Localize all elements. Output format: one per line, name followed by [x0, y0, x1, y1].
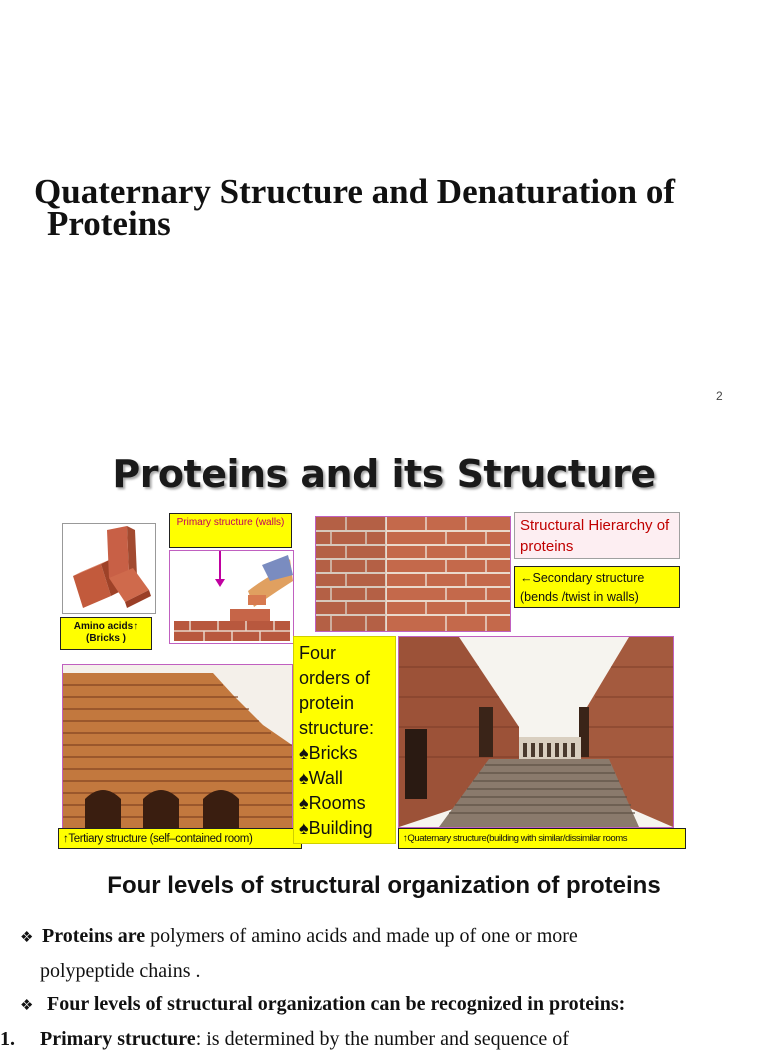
list-item-1-text: : is determined by the number and sequence of — [195, 1028, 569, 1050]
bullet-1 — [20, 920, 750, 955]
title-line-1: Quaternary Structure and Denaturation of — [34, 172, 675, 211]
primary-structure-label: Primary structure (walls) — [169, 513, 292, 548]
diamond-bullet-icon: ❖ — [20, 930, 34, 946]
list-item-1-bold: Primary structure — [40, 1028, 196, 1050]
figure-title: Proteins and its Structure — [112, 452, 656, 496]
tertiary-structure-label: ↑Tertiary structure (self–contained room) — [58, 828, 302, 849]
bricklayer-image — [169, 550, 294, 644]
brick-wall-image — [315, 516, 511, 632]
tertiary-room-image — [62, 664, 293, 830]
list-item-1 — [0, 1023, 750, 1056]
orders-item-building: ♠Building — [299, 818, 373, 838]
orders-item-rooms: ♠Rooms — [299, 793, 366, 813]
title-line-2: Proteins — [47, 204, 171, 243]
bricks-image — [62, 523, 156, 614]
orders-item-bricks: ♠Bricks — [299, 743, 358, 763]
bullet-1-bold: Proteins are — [42, 925, 146, 947]
four-orders-box — [293, 636, 396, 844]
diamond-bullet-icon: ❖ — [20, 998, 34, 1014]
list-item-number: 1. — [0, 1028, 15, 1050]
orders-line: protein — [299, 693, 355, 713]
orders-line: orders of — [299, 668, 371, 688]
orders-item-wall: ♠Wall — [299, 768, 343, 788]
body-text — [0, 920, 750, 1056]
page-number: 2 — [716, 389, 723, 403]
slide-title — [34, 172, 754, 243]
orders-line: Four — [299, 643, 337, 663]
quaternary-structure-label: ↑Quaternary structure(building with similar/dissimilar rooms — [398, 828, 686, 849]
quaternary-building-image — [398, 636, 674, 828]
bullet-2 — [20, 988, 750, 1023]
amino-acids-label: Amino acids↑ (Bricks ) — [60, 617, 152, 650]
orders-line: structure: — [299, 718, 375, 738]
bullet-1-text: polymers of amino acids and made up of one or more — [145, 925, 578, 947]
bullet-2-text: Four levels of structural organization can be recognized in proteins: — [42, 993, 626, 1015]
figure-caption: Four levels of structural organization of proteins — [107, 872, 661, 899]
structural-hierarchy-label: Structural Hierarchy of proteins — [514, 512, 680, 559]
bullet-1-continuation: polypeptide chains . — [40, 960, 201, 982]
secondary-structure-label: ←Secondary structure (bends /twist in walls) — [514, 566, 680, 608]
